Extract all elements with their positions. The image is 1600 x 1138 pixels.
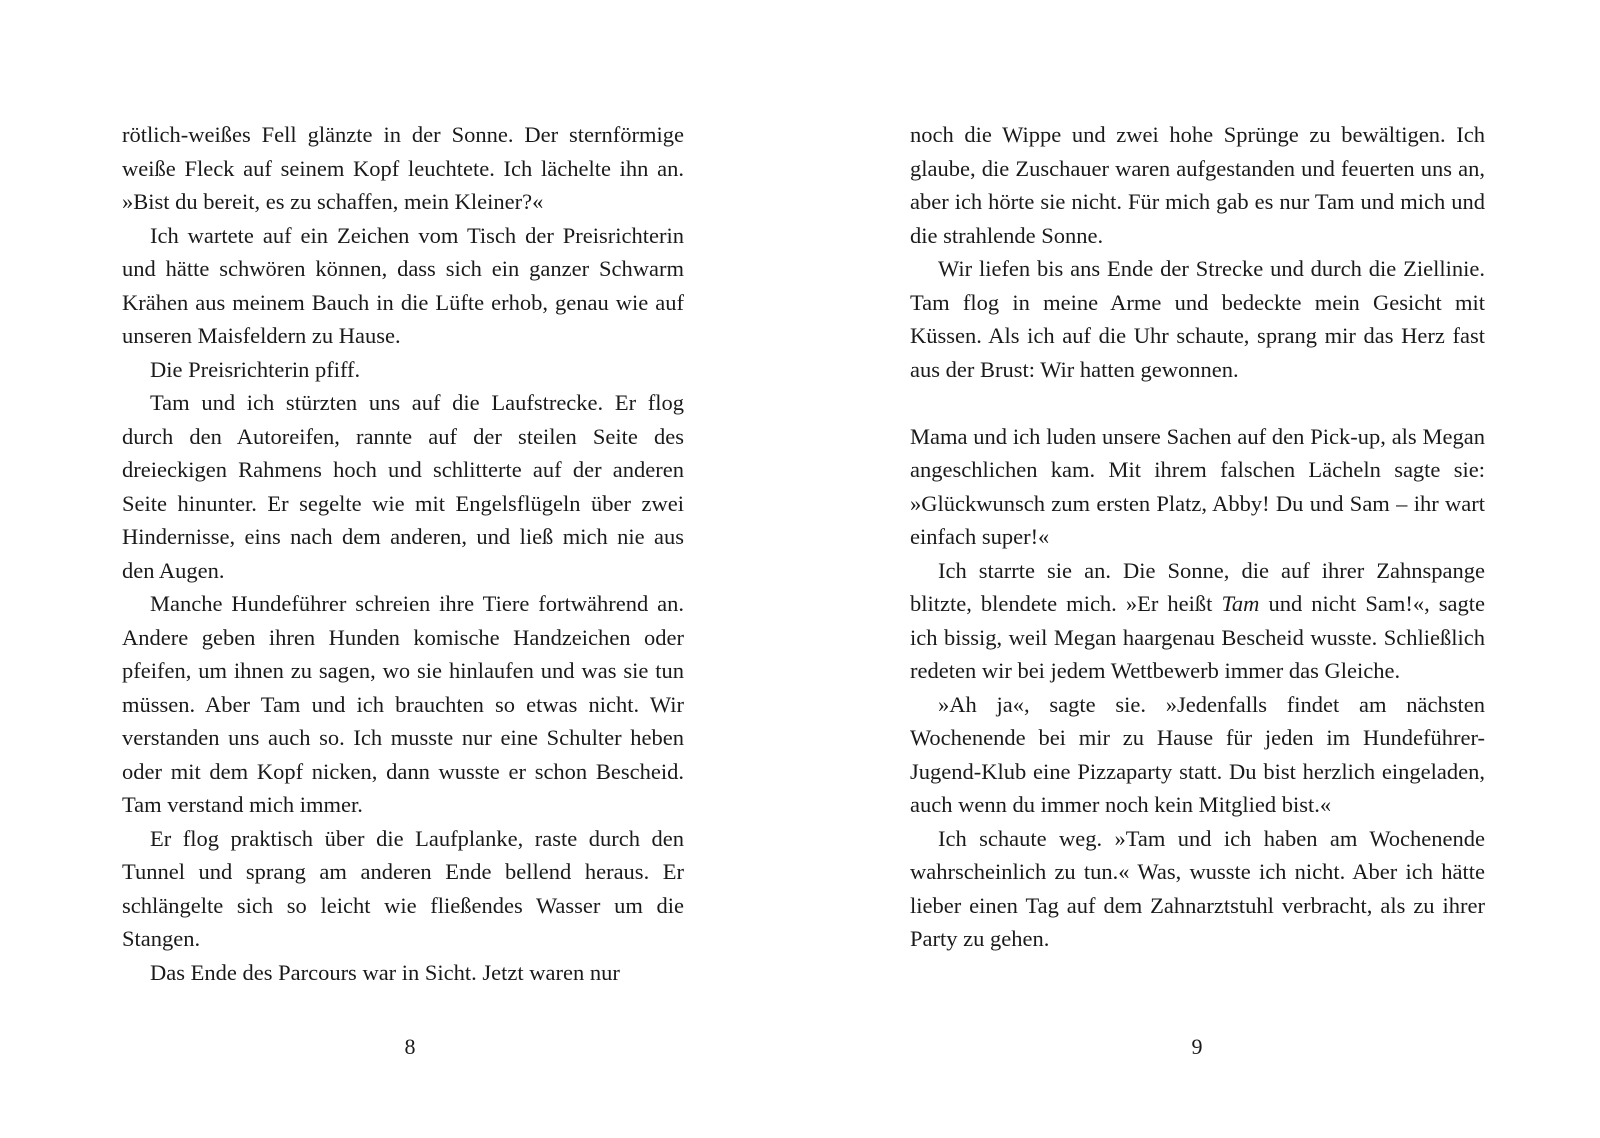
emphasis-name: Tam xyxy=(1221,591,1260,616)
right-page xyxy=(910,118,1485,956)
paragraph: rötlich-weißes Fell glänzte in der Sonne. Der sternförmige weiße Fleck auf seinem Kopf leuchtete. Ich lächelte ihn an. »Bist du bereit, es zu schaffen, mein Kleiner?« xyxy=(122,122,684,214)
paragraph: Tam und ich stürzten uns auf die Laufstrecke. Er flog durch den Autoreifen, rannte auf der steilen Seite des dreieckigen Rahmens hoch und schlitterte auf der anderen Seite hinunter. Er segelte wie mit Engelsflügeln über zwei Hindernisse, eins nach dem anderen, und ließ mich nie aus den Augen. xyxy=(122,390,684,583)
page-number-right: 9 xyxy=(1191,1034,1203,1059)
paragraph: Mama und ich luden unsere Sachen auf den Pick-up, als Megan angeschlichen kam. Mit ihrem falschen Lächeln sagte sie: »Glückwunsch zum ersten Platz, Abby! Du und Sam – ihr wart einfach super!« xyxy=(910,423,1485,549)
left-page xyxy=(122,118,684,989)
paragraph: Das Ende des Parcours war in Sicht. Jetzt waren nur xyxy=(150,959,620,985)
paragraph: Manche Hundeführer schreien ihre Tiere fortwährend an. Andere geben ihren Hunden komische Handzeichen oder pfeifen, um ihnen zu sagen, wo sie hinlaufen und was sie tun müssen. Aber Tam und ich brauchten so etwas nicht. Wir verstanden uns auch so. Ich musste nur eine Schulter heben oder mit dem Kopf nicken, dann wusste er schon Bescheid. Tam verstand mich immer. xyxy=(122,591,684,817)
text-run: und nicht Sam!«, sagte ich bissig, weil Megan haargenau Bescheid wusste. Schließlich redeten wir bei jedem Wettbewerb immer das Gleiche. xyxy=(910,591,1486,683)
paragraph: »Ah ja«, sagte sie. »Jedenfalls findet am nächsten Wochenende bei mir zu Hause für jeden im Hundeführer-Jugend-Klub eine Pizzaparty statt. Du bist herzlich eingeladen, auch wenn du immer noch kein Mitglied bist.« xyxy=(910,691,1485,817)
page-number-left: 8 xyxy=(404,1034,416,1059)
paragraph: Ich wartete auf ein Zeichen vom Tisch der Preisrichterin und hätte schwören können, dass sich ein ganzer Schwarm Krähen aus meinem Bauch in die Lüfte erhob, genau wie auf unseren Maisfeldern zu Hause. xyxy=(122,222,684,348)
paragraph: Ich schaute weg. »Tam und ich haben am Wochenende wahrscheinlich zu tun.« Was, wusste ich nicht. Aber ich hätte lieber einen Tag auf dem Zahnarztstuhl verbracht, als zu ihrer Party zu gehen. xyxy=(910,825,1485,951)
paragraph: Er flog praktisch über die Laufplanke, raste durch den Tunnel und sprang am anderen Ende bellend heraus. Er schlängelte sich so leicht wie fließendes Wasser um die Stangen. xyxy=(122,825,684,951)
paragraph: Wir liefen bis ans Ende der Strecke und durch die Ziellinie. Tam flog in meine Arme und bedeckte mein Gesicht mit Küssen. Als ich auf die Uhr schaute, sprang mir das Herz fast aus der Brust: Wir hatten gewonnen. xyxy=(910,256,1485,382)
paragraph: noch die Wippe und zwei hohe Sprünge zu bewältigen. Ich glaube, die Zuschauer waren aufgestanden und feuerten uns an, aber ich hörte sie nicht. Für mich gab es nur Tam und mich und die strahlende Sonne. xyxy=(910,122,1485,248)
paragraph: Die Preisrichterin pfiff. xyxy=(150,356,361,382)
text-run: Ich starrte sie an. Die Sonne, die auf ihrer Zahnspange blitzte, blendete mich. »Er heißt xyxy=(910,557,1485,616)
paragraph xyxy=(910,554,1485,688)
